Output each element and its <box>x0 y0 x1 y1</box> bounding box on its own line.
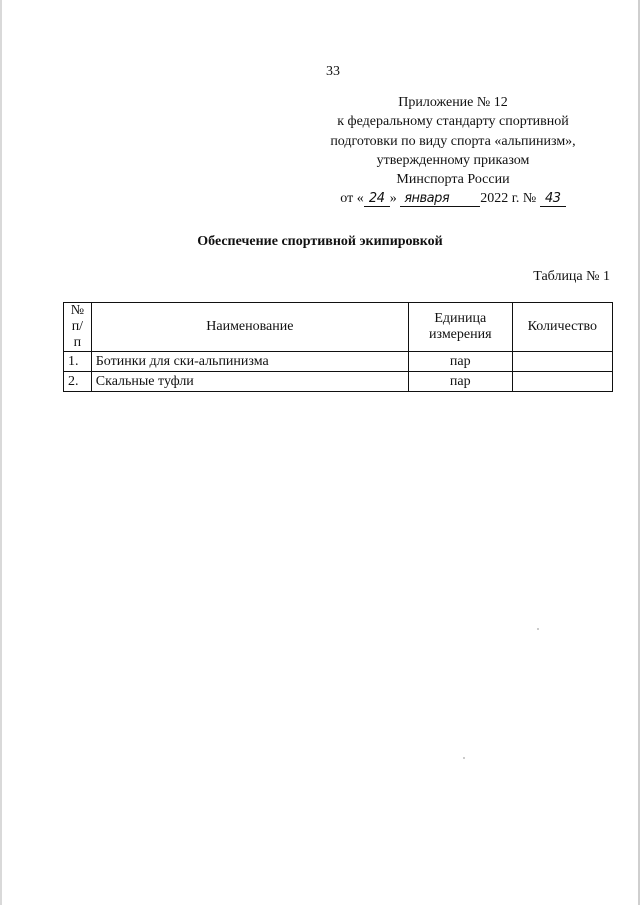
table-row <box>64 352 613 372</box>
appendix-line: Приложение № 12 <box>398 95 508 110</box>
appendix-line: утвержденному приказом <box>376 152 530 168</box>
order-quote-close: » <box>389 191 397 207</box>
order-year: 2022 г. № <box>480 191 537 207</box>
appendix-line: к федеральному стандарту спортивной <box>337 114 569 130</box>
row-unit: пар <box>408 352 512 372</box>
table-header-row <box>64 303 613 352</box>
scan-speck <box>463 757 465 759</box>
row-num: 2. <box>64 372 92 392</box>
header-name: Наименование <box>91 303 408 352</box>
header-qty: Количество <box>512 303 612 352</box>
row-num: 1. <box>64 352 92 372</box>
appendix-block <box>300 93 606 209</box>
order-month-handwritten: января <box>400 192 480 207</box>
table-label: Таблица № 1 <box>533 269 610 284</box>
page-number: 33 <box>326 64 340 79</box>
order-line <box>300 189 606 208</box>
header-unit: Единица измерения <box>408 303 512 352</box>
scan-speck <box>537 628 539 630</box>
row-qty <box>512 372 612 392</box>
document-title: Обеспечение спортивной экипировкой <box>197 234 443 249</box>
page-edge-left <box>0 0 2 905</box>
appendix-line: подготовки по виду спорта «альпинизм», <box>330 133 576 149</box>
order-number-handwritten: 43 <box>540 192 566 207</box>
row-qty <box>512 352 612 372</box>
header-num: № п/п <box>64 303 92 352</box>
row-name: Скальные туфли <box>91 372 408 392</box>
equipment-table <box>63 302 613 392</box>
order-day-handwritten: 24 <box>364 192 390 207</box>
appendix-line: Минспорта России <box>396 172 510 188</box>
row-unit: пар <box>408 372 512 392</box>
table-row <box>64 372 613 392</box>
order-prefix: от « <box>340 191 364 207</box>
row-name: Ботинки для ски-альпинизма <box>91 352 408 372</box>
